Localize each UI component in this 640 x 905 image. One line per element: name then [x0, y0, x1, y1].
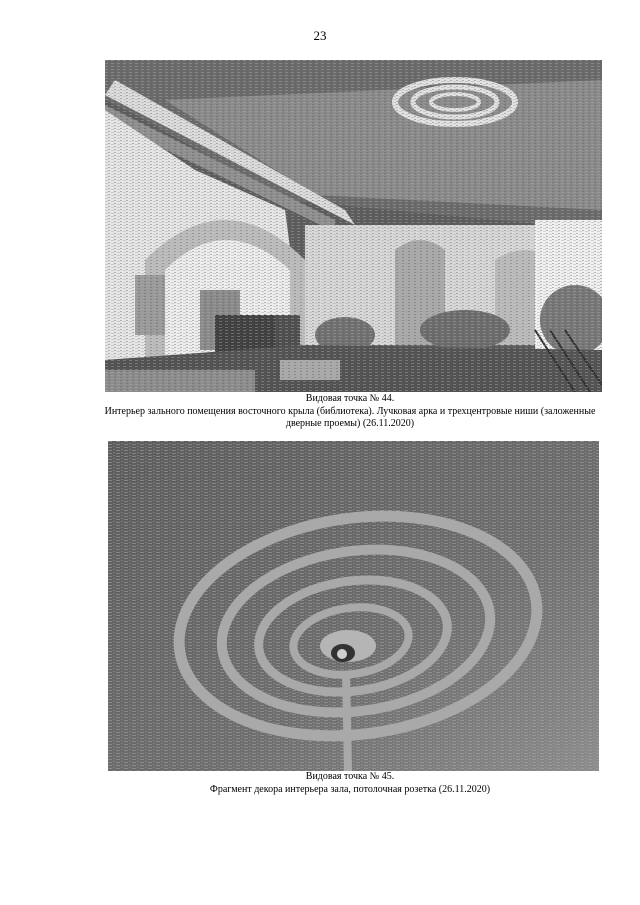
caption-description-cont: дверные проемы) (26.11.2020)	[285, 418, 415, 429]
caption-title: Видовая точка № 44.	[305, 393, 395, 404]
page-number: 23	[313, 28, 327, 43]
ceiling-rosette-photo	[108, 441, 599, 771]
caption-title: Видовая точка № 45.	[305, 771, 395, 782]
figure-caption-44	[60, 393, 640, 431]
caption-description: Интерьер зального помещения восточного крыла (библиотека). Лучковая арка и трехцентровые ниши (заложенные	[104, 405, 596, 417]
library-interior-photo	[105, 60, 602, 392]
figure-caption-45	[60, 771, 640, 796]
caption-description: Фрагмент декора интерьера зала, потолочная розетка (26.11.2020)	[209, 783, 491, 795]
